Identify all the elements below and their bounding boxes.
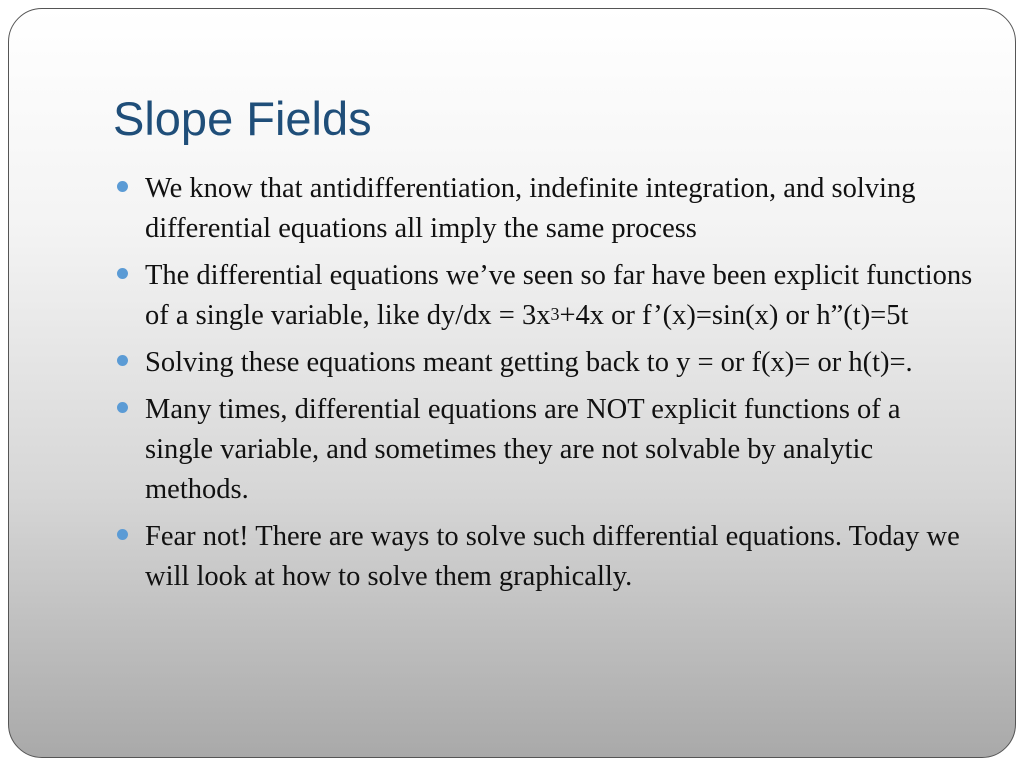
bullet-item xyxy=(113,390,973,510)
bullet-marker-icon xyxy=(117,355,128,366)
bullet-text: We know that antidifferentiation, indefinite integration, and solving differential equations all imply the same process xyxy=(145,173,916,244)
bullet-text-before: The differential equations we’ve seen so far have been explicit functions of a single variable, like dy/dx = 3x xyxy=(145,260,973,331)
bullet-text: Fear not! There are ways to solve such differential equations. Today we will look at how to solve them graphically. xyxy=(145,521,960,592)
bullet-marker-icon xyxy=(117,529,128,540)
bullet-item xyxy=(113,256,973,336)
bullet-text-after: +4x or f’(x)=sin(x) or h”(t)=5t xyxy=(559,300,909,331)
bullet-item xyxy=(113,343,973,383)
bullet-marker-icon xyxy=(117,268,128,279)
bullet-list xyxy=(113,169,973,604)
bullet-item xyxy=(113,169,973,249)
bullet-item xyxy=(113,517,973,597)
bullet-marker-icon xyxy=(117,181,128,192)
slide-title: Slope Fields xyxy=(113,92,372,145)
slide xyxy=(8,8,1016,758)
bullet-marker-icon xyxy=(117,402,128,413)
bullet-superscript: 3 xyxy=(550,304,560,324)
bullet-text: Many times, differential equations are NOT explicit functions of a single variable, and sometimes they are not solvable by analytic methods. xyxy=(145,394,901,505)
bullet-text: Solving these equations meant getting back to y = or f(x)= or h(t)=. xyxy=(145,347,913,378)
